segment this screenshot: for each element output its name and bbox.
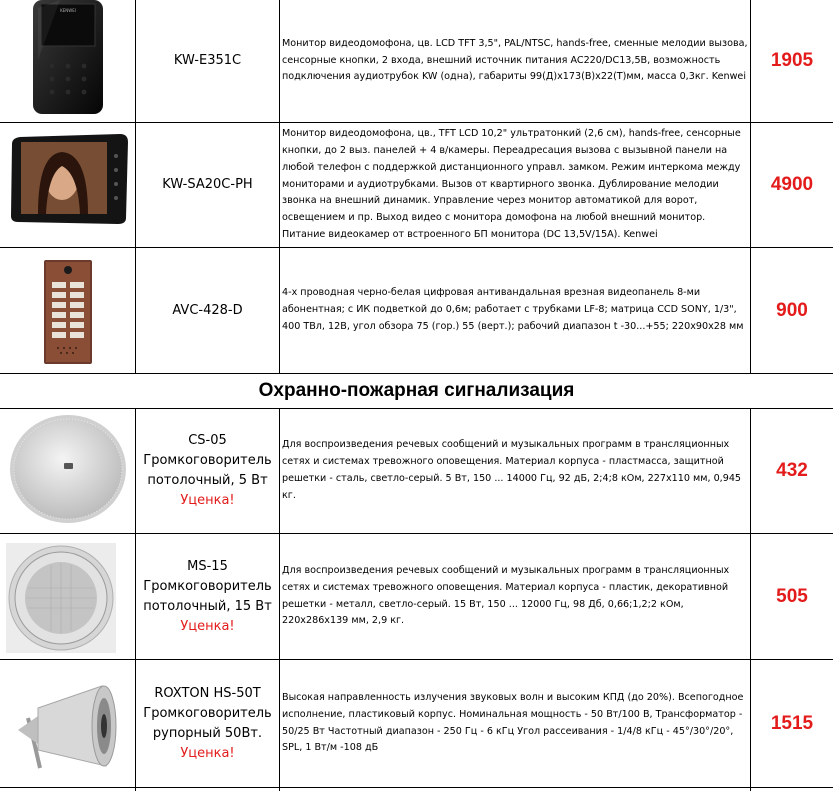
ceiling-speaker-round-icon xyxy=(6,413,130,525)
product-image-kw-e351c xyxy=(30,0,106,116)
product-model xyxy=(136,123,279,247)
product-type-label: Громкоговоритель xyxy=(143,705,272,721)
product-price: 900 xyxy=(776,299,808,321)
product-description: Высокая направленность излучения звуковых волн и высоким КПД (до 20%). Всепогодное исполнение, пластиковый корпус. Номинальная мощность - 50 Вт/100 В, Трансформатор - 50/25 Вт Частотный диапазон - 250 Гц - 6 кГц Угол рассеивания - 1/4/8 кГц - 45°/30°/20°, SPL, 1 Вт/м -108 дБ xyxy=(282,691,744,754)
product-model xyxy=(136,248,279,373)
product-description: Для воспроизведения речевых сообщений и музыкальных программ в трансляционных сетях и системах тревожного оповещения. Материал корпуса - пластик, декоративной решетки - металл, светло-серый. 15 Вт, 150 ... 12000 Гц, 98 Дб, 0,66;1,2;2 кОм, 220x286x139 мм, 2,9 кг. xyxy=(282,564,730,627)
model-label: CS-05 xyxy=(188,433,227,448)
model-label: MS-15 xyxy=(187,558,228,574)
sale-badge: Уценка! xyxy=(180,745,235,761)
product-price: 1515 xyxy=(770,712,814,734)
product-price: 4900 xyxy=(770,174,814,195)
ceiling-speaker-grille-icon xyxy=(6,543,116,653)
product-type-label: потолочный, 15 Вт xyxy=(143,598,272,614)
model-label: KW-SA20C-PH xyxy=(162,177,253,192)
product-description: Для воспроизведения речевых сообщений и музыкальных программ в трансляционных сетях и системах тревожного оповещения. Материал корпуса - пластмасса, защитной решетки - сталь, светло-серый. 5 Вт, 150 ... 14000 Гц, 92 дБ, 2;4;8 кОм, 227x110 мм, 0,945 кг. xyxy=(282,439,742,501)
product-model xyxy=(136,534,279,659)
sale-badge: Уценка! xyxy=(180,493,235,508)
product-image-avc-428-d xyxy=(44,260,92,364)
sale-badge: Уценка! xyxy=(180,618,235,634)
product-image-roxton-hs-50t xyxy=(10,672,122,780)
svg-text:KENWEI: KENWEI xyxy=(60,8,76,13)
product-type-label: рупорный 50Вт. xyxy=(152,725,263,741)
model-label: KW-E351C xyxy=(173,53,242,68)
videophone-monitor-black-icon xyxy=(30,0,106,116)
product-description: Монитор видеодомофона, цв., TFT LCD 10,2" ультратонкий (2,6 см), hands-free, сенсорные кнопки, до 2 выз. панелей + 4 в/камеры. Переадресация вызова с вызывной панели на любой телефон с поддержкой дистанционного управл. замком. Режим интеркома между мониторами и аудиотрубками. Вызов от квартирного звонка. Дублирование мелодии звонка на внешний динамик. Управление через монитор автоматикой для ворот, освещением и пр. Выход видео с монитора домофона на любой внешний монитор. Питание видеокамер от встроенного БП монитора (DC 13,5V/15A). Kenwei xyxy=(282,128,741,240)
product-price: 1905 xyxy=(770,50,814,71)
product-price: 432 xyxy=(776,460,808,481)
model-label: AVC-428-D xyxy=(172,302,243,318)
product-model xyxy=(136,0,279,122)
product-price: 505 xyxy=(776,585,808,607)
product-model xyxy=(136,409,279,533)
product-type-label: Громкоговоритель xyxy=(143,578,272,594)
product-image-cs-05 xyxy=(6,413,130,525)
horn-speaker-icon xyxy=(10,672,122,780)
product-model xyxy=(136,660,279,787)
videophone-monitor-widescreen-icon xyxy=(8,134,130,226)
product-description: 4-х проводная черно-белая цифровая антивандальная врезная видеопанель 8-ми абонентная; с ИК подветкой до 0,6м; работает с трубками LF-8; матрица CCD SONY, 1/3", 400 ТВл, 12В, угол обзора 75 (гор.) 55 (верт.); рабочий диапазон t -30...+55; 220x90x28 мм xyxy=(282,287,744,332)
product-type-label: потолочный, 5 Вт xyxy=(147,473,268,488)
product-image-ms-15 xyxy=(6,543,116,653)
intercom-call-panel-icon xyxy=(44,260,92,364)
model-label: ROXTON HS-50T xyxy=(154,685,261,701)
product-type-label: Громкоговоритель xyxy=(143,453,272,468)
product-image-kw-sa20c-ph xyxy=(8,134,130,226)
row-divider xyxy=(0,787,833,788)
product-description: Монитор видеодомофона, цв. LCD TFT 3,5", PAL/NTSC, hands-free, сменные мелодии вызова, сенсорные кнопки, 2 входа, внешний источник питания AC220/DC13,5В, возможность подключения аудиотрубок KW (одна), габариты 99(Д)x173(В)x22(Т)мм, масса 0,3кг. Kenwei xyxy=(282,37,748,83)
section-title: Охранно-пожарная сигнализация xyxy=(258,379,575,401)
